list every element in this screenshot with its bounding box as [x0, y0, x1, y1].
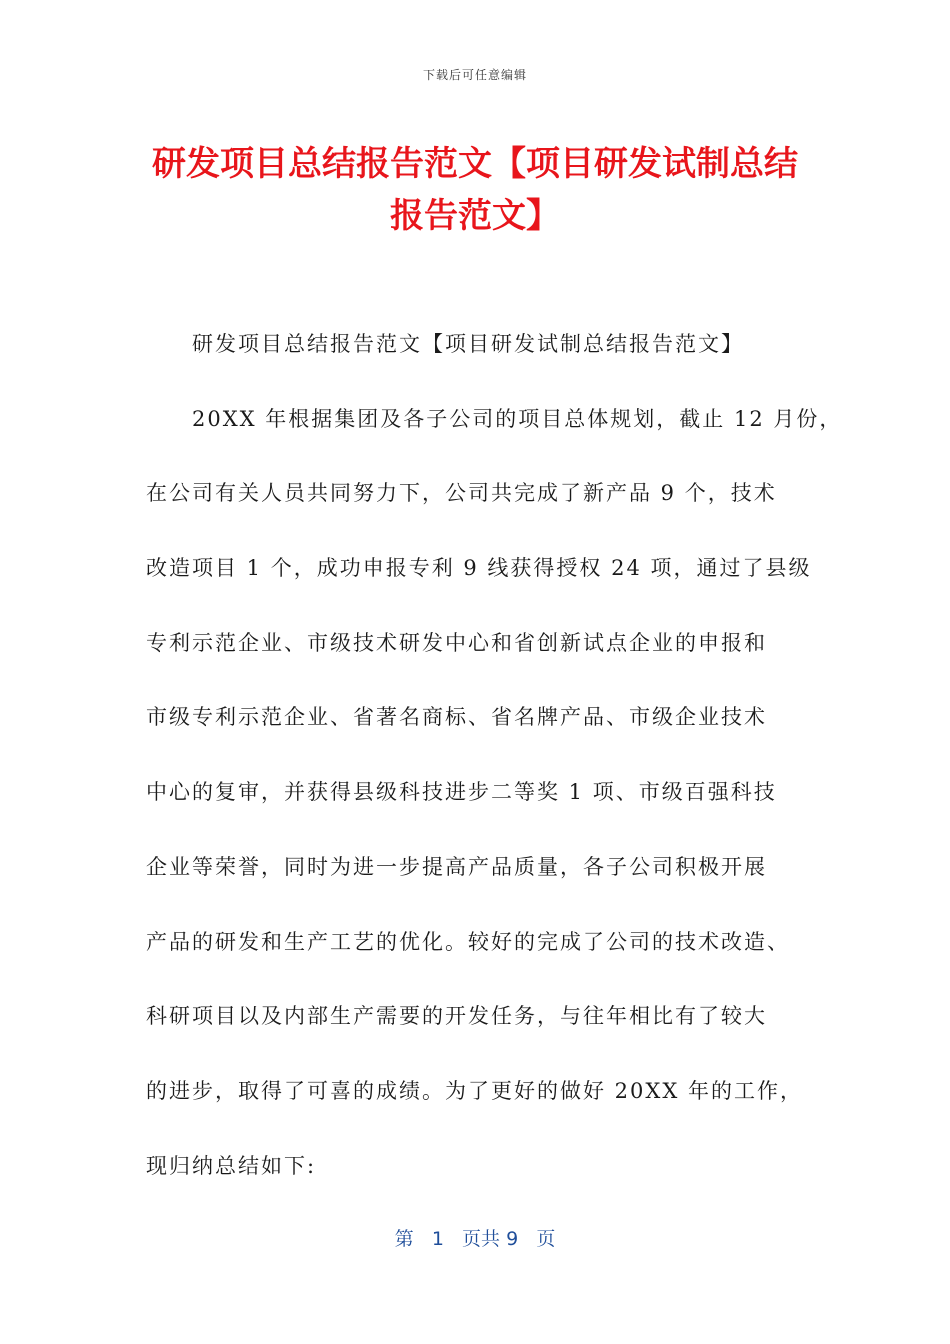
page-label-pre: 第: [394, 1228, 414, 1250]
body-line: 专利示范企业、市级技术研发中心和省创新试点企业的申报和: [146, 630, 767, 655]
body-subtitle: 研发项目总结报告范文【项目研发试制总结报告范文】: [192, 332, 744, 356]
document-body: [146, 322, 843, 1218]
body-line: 改造项目 1 个，成功申报专利 9 线获得授权 24 项，通过了县级: [146, 556, 812, 581]
body-line: 科研项目以及内部生产需要的开发任务，与往年相比有了较大: [146, 1004, 767, 1029]
body-line: 20XX 年根据集团及各子公司的项目总体规划，截止 12 月份，: [192, 406, 843, 431]
body-line: 市级专利示范企业、省著名商标、省名牌产品、市级企业技术: [146, 705, 767, 730]
page-label-post: 页: [536, 1228, 556, 1250]
body-line: 企业等荣誉，同时为进一步提高产品质量，各子公司积极开展: [146, 854, 767, 879]
page-label-mid: 页共: [462, 1228, 501, 1250]
document-title: [120, 138, 830, 242]
title-line-1: 研发项目总结报告范文【项目研发试制总结: [152, 144, 798, 184]
header-note: 下载后可任意编辑: [422, 68, 527, 82]
title-line-2: 报告范文】: [390, 196, 560, 236]
page-footer: [0, 1224, 950, 1251]
body-line: 产品的研发和生产工艺的优化。较好的完成了公司的技术改造、: [146, 929, 790, 954]
page-total: 9: [506, 1228, 519, 1250]
body-line: 在公司有关人员共同努力下，公司共完成了新产品 9 个，技术: [146, 481, 777, 506]
body-line: 的进步，取得了可喜的成绩。为了更好的做好 20XX 年的工作，: [146, 1078, 803, 1103]
body-line: 现归纳总结如下:: [146, 1153, 317, 1178]
body-line: 中心的复审，并获得县级科技进步二等奖 1 项、市级百强科技: [146, 780, 777, 805]
page-current: 1: [431, 1228, 444, 1250]
